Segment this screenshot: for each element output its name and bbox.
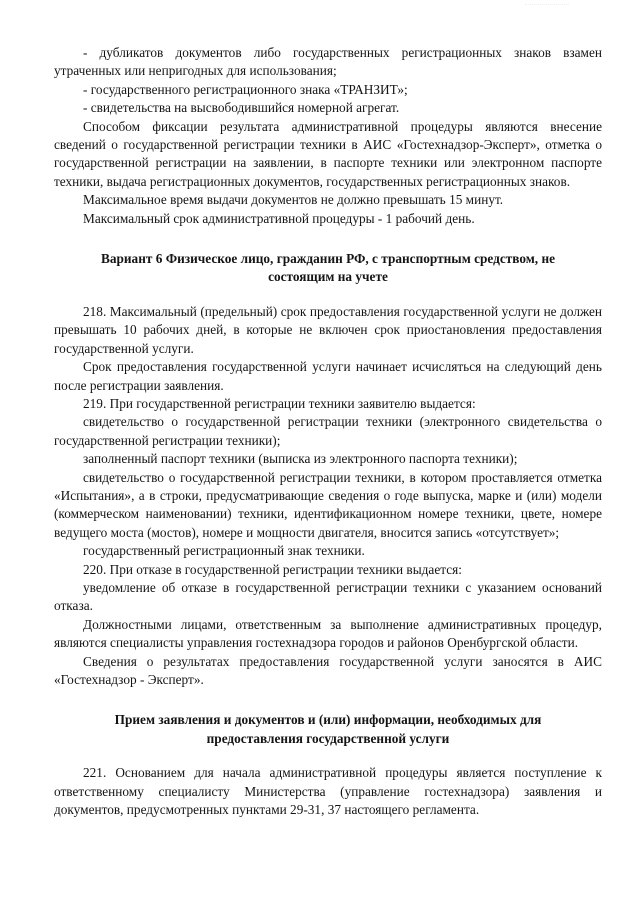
paragraph-max-issue-time: Максимальное время выдачи документов не должно превышать 15 минут. xyxy=(83,192,504,208)
paragraph-results-entry: Сведения о результатах предоставления государственной услуги заносятся в АИС «Гостехнадзор - Эксперт». xyxy=(54,653,602,687)
spacer xyxy=(54,748,602,764)
scan-corner-mark xyxy=(525,4,569,15)
paragraph-responsible-officials: Должностными лицами, ответственным за выполнение административных процедур, являются специалисты управления гостехнадзора городов и районов Оренбургской области. xyxy=(54,616,602,651)
section-heading-reception: Прием заявления и документов и (или) информации, необходимых для предоставления государственной услуги xyxy=(114,712,542,746)
paragraph-registration-plate: государственный регистрационный знак техники. xyxy=(83,543,365,559)
paragraph-221: 221. Основанием для начала административной процедуры является поступление к ответственному специалисту Министерства (управление гостехнадзора) заявления и документов, предусмотренных пунктами 29-31, 37 настоящего регламента. xyxy=(54,765,602,818)
spacer xyxy=(54,689,602,711)
spacer xyxy=(54,228,602,250)
paragraph-duplicates: - дубликатов документов либо государственных регистрационных знаков взамен утраченных или непригодных для использования; xyxy=(54,45,602,79)
paragraph-unit-certificate: - свидетельства на высвободившийся номерной агрегат. xyxy=(83,100,400,116)
paragraph-fixation-method: Способом фиксации результата административной процедуры являются внесение сведений о государственной регистрации техники в АИС «Гостехнадзор-Эксперт», отметка о государственной регистрации на заявлении, в паспорте техники или электронном паспорте техники, выдача регистрационных документов, государственных регистрационных знаков. xyxy=(54,118,602,189)
paragraph-transit-plate: - государственного регистрационного знака «ТРАНЗИТ»; xyxy=(83,81,408,97)
spacer xyxy=(54,287,602,303)
paragraph-218: 218. Максимальный (предельный) срок предоставления государственной услуги не должен превышать 10 рабочих дней, в которые не включен срок приостановления предоставления государственной услуги. xyxy=(54,303,602,356)
paragraph-refusal-notice: уведомление об отказе в государственной регистрации техники с указанием оснований отказа. xyxy=(54,579,602,614)
paragraph-219: 219. При государственной регистрации техники заявителю выдается: xyxy=(83,395,476,411)
paragraph-max-procedure-term: Максимальный срок административной процедуры - 1 рабочий день. xyxy=(83,210,475,226)
paragraph-test-certificate: свидетельство о государственной регистрации техники, в котором проставляется отметка «Испытания», а в строки, предусматривающие сведения о годе выпуска, марке и (или) модели (коммерческом наименовании) техники, идентификационном номере техники, цвете, номере ведущего моста (мостов), номере и мощности двигателя, вносится запись «отсутствует»; xyxy=(54,469,602,540)
paragraph-term-start: Срок предоставления государственной услуги начинает исчисляться на следующий день после регистрации заявления. xyxy=(54,359,602,393)
paragraph-registration-certificate: свидетельство о государственной регистрации техники (электронного свидетельства о государственной регистрации техники); xyxy=(54,414,602,448)
paragraph-filled-passport: заполненный паспорт техники (выписка из электронного паспорта техники); xyxy=(83,451,518,467)
paragraph-220: 220. При отказе в государственной регистрации техники выдается: xyxy=(83,561,462,577)
section-heading-variant-6: Вариант 6 Физическое лицо, гражданин РФ, с транспортным средством, не состоящим на учете xyxy=(100,251,556,285)
document-body xyxy=(54,44,602,819)
